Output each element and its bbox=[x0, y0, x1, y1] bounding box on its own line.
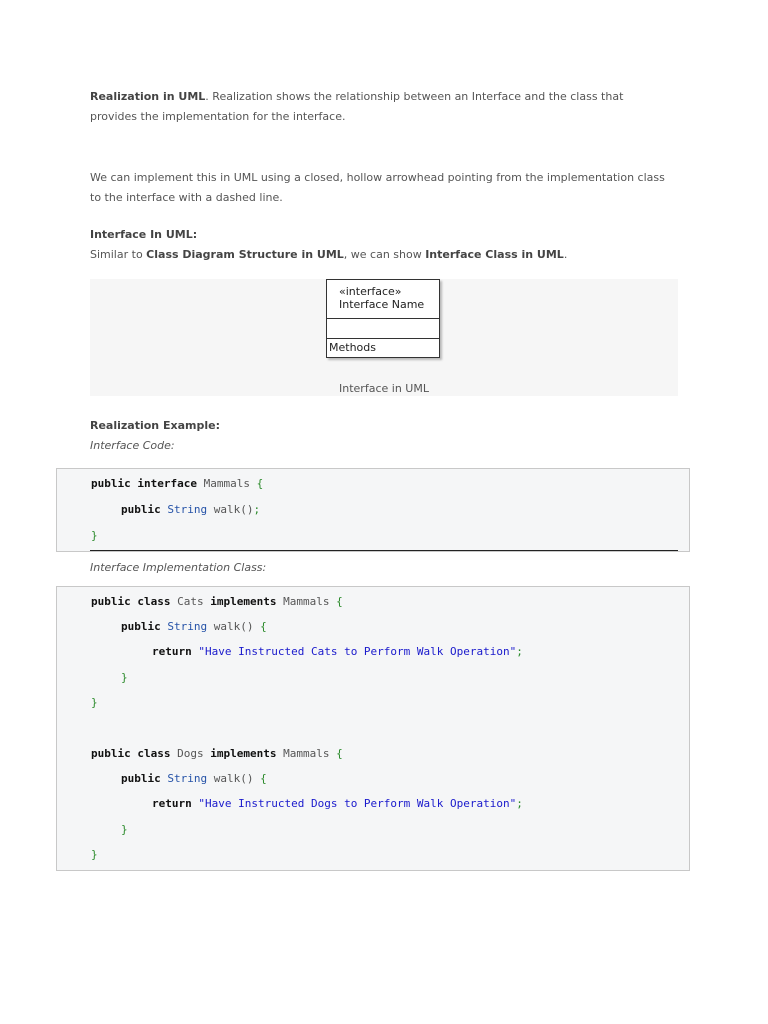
code-line: public interface Mammals { bbox=[91, 477, 264, 490]
code-line: } bbox=[91, 696, 98, 709]
example-heading bbox=[90, 416, 670, 436]
mid-text: , we can show bbox=[343, 248, 426, 261]
implementation-code-block bbox=[56, 586, 690, 871]
uml-stereotype: «interface» bbox=[339, 285, 402, 298]
code-line: public String walk() { bbox=[121, 772, 267, 785]
code-line: } bbox=[91, 529, 98, 542]
uml-figure bbox=[90, 279, 678, 396]
interface-class-link[interactable]: Interface Class in UML bbox=[425, 248, 564, 261]
intro-term: Realization in UML bbox=[90, 90, 206, 103]
code-line: public class Cats implements Mammals { bbox=[91, 595, 343, 608]
intro-text: . Realization shows the relationship between an Interface and the class that provides the implementation for the interface. bbox=[90, 90, 624, 123]
code-line: public String walk(); bbox=[121, 503, 261, 516]
interface-heading bbox=[90, 225, 670, 245]
interface-lead-paragraph bbox=[90, 245, 670, 265]
code-line: return "Have Instructed Cats to Perform Walk Operation"; bbox=[152, 645, 523, 658]
description-paragraph: We can implement this in UML using a closed, hollow arrowhead pointing from the implementation class to the interface with a dashed line. bbox=[90, 171, 665, 204]
implementation-label: Interface Implementation Class: bbox=[90, 561, 267, 574]
divider bbox=[90, 550, 678, 551]
interface-code-block bbox=[56, 468, 690, 552]
lead-text: Similar to bbox=[90, 248, 147, 261]
class-diagram-link[interactable]: Class Diagram Structure in UML bbox=[146, 248, 344, 261]
uml-header-section bbox=[327, 280, 439, 318]
uml-attributes-section bbox=[327, 318, 439, 338]
code-line: public String walk() { bbox=[121, 620, 267, 633]
interface-heading-text: Interface In UML: bbox=[90, 228, 198, 241]
interface-code-label: Interface Code: bbox=[90, 439, 175, 452]
figure-caption: Interface in UML bbox=[339, 382, 429, 395]
code-line: return "Have Instructed Dogs to Perform Walk Operation"; bbox=[152, 797, 523, 810]
code-line: public class Dogs implements Mammals { bbox=[91, 747, 343, 760]
uml-interface-box bbox=[326, 279, 440, 358]
uml-interface-name: Interface Name bbox=[339, 298, 425, 311]
code-line: } bbox=[121, 671, 128, 684]
end-text: . bbox=[563, 248, 568, 261]
code-line: } bbox=[121, 823, 128, 836]
code-line: } bbox=[91, 848, 98, 861]
example-heading-text: Realization Example: bbox=[90, 419, 220, 432]
intro-paragraph bbox=[90, 87, 670, 127]
uml-methods-section: Methods bbox=[327, 338, 439, 357]
